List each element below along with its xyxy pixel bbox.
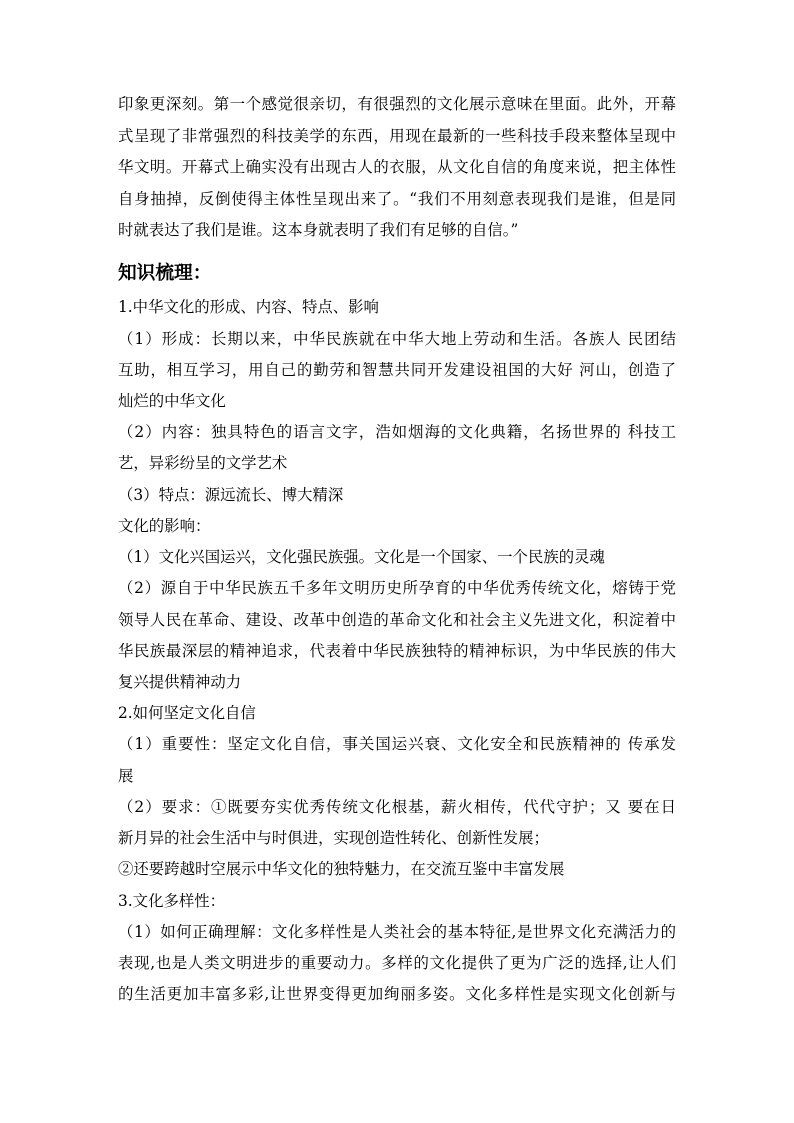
requirements-line: （2）要求：①既要夯实优秀传统文化根基，薪火相传，代代守护；又 要在日 — [118, 797, 676, 816]
importance-line: 展 — [118, 766, 134, 785]
influence-line: 复兴提供精神动力 — [118, 673, 242, 692]
intro-line: 印象更深刻。第一个感觉很亲切，有很强烈的文化展示意味在里面。此外，开幕 — [118, 95, 676, 113]
section-title: 3.文化多样性： — [118, 891, 226, 910]
formation-line: 灿烂的中华文化 — [118, 392, 226, 411]
text-column — [118, 89, 676, 1010]
intro-line: 式呈现了非常强烈的科技美学的东西，用现在最新的一些科技手段来整体呈现中 — [118, 126, 676, 145]
requirements-line: ②还要跨越时空展示中华文化的独特魅力，在交流互鉴中丰富发展 — [118, 860, 565, 879]
influence-title: 文化的影响： — [118, 516, 211, 535]
knowledge-heading: 知识梳理： — [118, 262, 212, 284]
content-line: （2）内容：独具特色的语言文字，浩如烟海的文化典籍，名扬世界的 科技工 — [118, 423, 676, 442]
section-title: 1.中华文化的形成、内容、特点、影响 — [118, 298, 379, 317]
understanding-line: 的生活更加丰富多彩,让世界变得更加绚丽多姿。文化多样性是实现文化创新与 — [118, 985, 676, 1004]
formation-line: 互助，相互学习，用自己的勤劳和智慧共同开发建设祖国的大好 河山，创造了 — [118, 360, 676, 379]
intro-line: 华文明。开幕式上确实没有出现古人的衣服，从文化自信的角度来说，把主体性 — [118, 158, 676, 176]
intro-line: 自身抽掉，反倒使得主体性呈现出来了。“我们不用刻意表现我们是谁，但是同 — [118, 189, 676, 208]
intro-paragraph — [118, 89, 676, 247]
intro-line: 时就表达了我们是谁。这本身就表明了我们有足够的自信。” — [118, 221, 519, 239]
influence-line: （1）文化兴国运兴，文化强民族强。文化是一个国家、一个民族的灵魂 — [118, 548, 605, 567]
importance-line: （1）重要性：坚定文化自信，事关国运兴衰、文化安全和民族精神的 传承发 — [118, 735, 676, 754]
formation-line: （1）形成：长期以来，中华民族就在中华大地上劳动和生活。各族人 民团结 — [118, 329, 676, 348]
influence-line: （2）源自于中华民族五千多年文明历史所孕育的中华优秀传统文化，熔铸于党 — [118, 579, 676, 598]
content-line: 艺，异彩纷呈的文学艺术 — [118, 454, 288, 473]
features-line: （3）特点：源远流长、博大精深 — [118, 485, 344, 504]
understanding-line: 表现,也是人类文明进步的重要动力。多样的文化提供了更为广泛的选择,让人们 — [118, 953, 676, 972]
influence-line: 华民族最深层的精神追求，代表着中华民族独特的精神标识，为中华民族的伟大 — [118, 641, 676, 660]
understanding-line: （1）如何正确理解：文化多样性是人类社会的基本特征,是世界文化充满活力的 — [118, 922, 676, 941]
knowledge-outline — [118, 292, 676, 1010]
requirements-line: 新月异的社会生活中与时俱进，实现创造性转化、创新性发展； — [118, 829, 549, 848]
influence-line: 领导人民在革命、建设、改革中创造的革命文化和社会主义先进文化，积淀着中 — [118, 610, 676, 629]
section-title: 2.如何坚定文化自信 — [118, 704, 256, 723]
